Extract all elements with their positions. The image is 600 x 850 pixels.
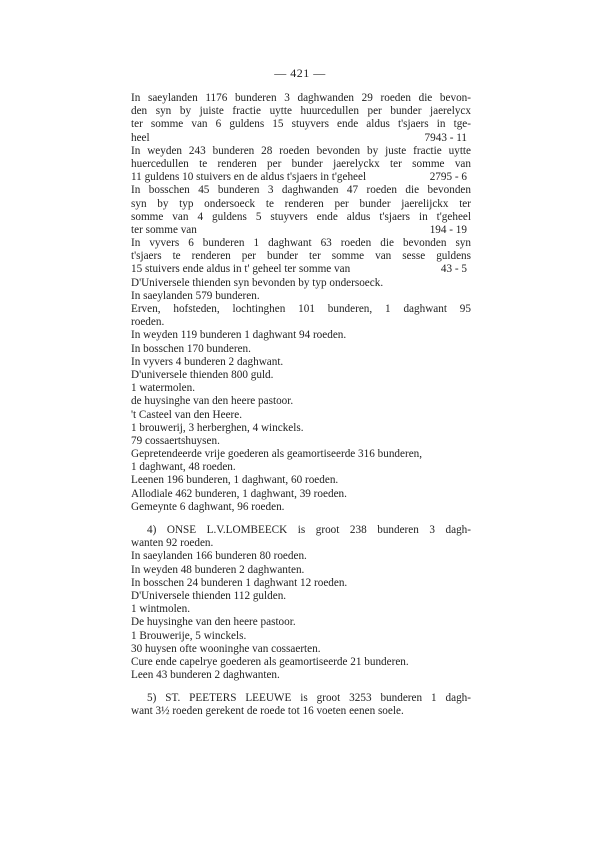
- text-line: t'sjaers te renderen per bunder ter somme van sesse guldens: [131, 250, 471, 263]
- amount-line: [131, 171, 471, 184]
- text-line: 1 wintmolen.: [131, 603, 191, 616]
- text-line: In bosschen 24 bunderen 1 daghwant 12 roeden.: [131, 576, 348, 589]
- text-line: want 3½ roeden gerekent de roede tot 16 voeten eenen soele.: [131, 705, 404, 718]
- text-line: In saeylanden 166 bunderen 80 roeden.: [131, 550, 307, 563]
- text-line: ter somme van 6 guldens 15 stuyvers ende aldus t'sjaers in tge-: [131, 118, 471, 131]
- section-heading-line: 4) ONSE L.V.LOMBEECK is groot 238 bunderen 3 dagh-: [147, 524, 471, 536]
- text-line: Gemeynte 6 daghwant, 96 roeden.: [131, 500, 285, 513]
- amount-value: 7943 - 11: [424, 131, 467, 144]
- text-line: 1 watermolen.: [131, 382, 195, 395]
- text-line: de huysinghe van den heere pastoor.: [131, 395, 294, 408]
- text-line: 79 cossaertshuysen.: [131, 434, 220, 447]
- text-line: In bosschen 170 bunderen.: [131, 342, 251, 355]
- section-heading-line: 5) ST. PEETERS LEEUWE is groot 3253 bunderen 1 dagh-: [147, 692, 471, 705]
- paragraph-gap: [131, 682, 471, 692]
- text-line: Erven, hofsteden, lochtinghen 101 bunderen, 1 daghwant 95: [131, 303, 471, 315]
- text-line: Allodiale 462 bunderen, 1 daghwant, 39 roeden.: [131, 487, 347, 500]
- text-line: In weyden 119 bunderen 1 daghwant 94 roeden.: [131, 329, 347, 342]
- text-line: den syn by juiste fractie uytte huurcedullen per bunder jaerelycx: [131, 105, 471, 118]
- text-line: ter somme van: [131, 223, 197, 236]
- text-line: roeden.: [131, 316, 165, 329]
- text-line: D'universele thienden 800 guld.: [131, 368, 274, 381]
- text-line: 15 stuivers ende aldus in t' geheel ter somme van: [131, 263, 351, 276]
- text-line: In saeylanden 1176 bunderen 3 daghwanden 29 roeden die bevon-: [131, 92, 471, 104]
- text-line: 1 Brouwerije, 5 winckels.: [131, 629, 247, 642]
- text-line: Cure ende capelrye goederen als geamortiseerde 21 bunderen.: [131, 655, 409, 668]
- amount-value: 194 - 19: [429, 223, 467, 236]
- text-line: In bosschen 45 bunderen 3 daghwanden 47 roeden die bevonden: [131, 184, 471, 197]
- amount-line: [131, 132, 471, 145]
- body-text: [131, 92, 471, 719]
- text-line: In saeylanden 579 bunderen.: [131, 289, 260, 302]
- text-line: 't Casteel van den Heere.: [131, 408, 243, 421]
- text-line: Leenen 196 bunderen, 1 daghwant, 60 roeden.: [131, 474, 339, 487]
- amount-line: [131, 263, 471, 276]
- text-line: heel: [131, 131, 150, 144]
- text-line: Leen 43 bunderen 2 daghwanten.: [131, 669, 280, 682]
- text-line: In weyden 243 bunderen 28 roeden bevonden by juste fractie uytte: [131, 144, 471, 157]
- text-line: 11 guldens 10 stuivers en de aldus t'sjaers in t'geheel: [131, 171, 367, 184]
- text-line: Gepretendeerde vrije goederen als geamortiseerde 316 bunderen,: [131, 448, 423, 461]
- text-line: De huysinghe van den heere pastoor.: [131, 616, 296, 629]
- text-line: In vyvers 4 bunderen 2 daghwant.: [131, 355, 284, 368]
- text-line: 1 daghwant, 48 roeden.: [131, 461, 236, 474]
- text-line: huercedullen te renderen per bunder jaerelyckx ter somme van: [131, 157, 471, 170]
- amount-line: [131, 224, 471, 237]
- paragraph-gap: [131, 514, 471, 524]
- text-line: D'Universele thienden syn bevonden by typ ondersoeck.: [131, 276, 384, 289]
- amount-value: 43 - 5: [440, 263, 467, 276]
- text-line: In vyvers 6 bunderen 1 daghwant 63 roeden die bevonden syn: [131, 237, 471, 250]
- text-line: syn by typ ondersoeck te renderen per bunder jaerelijckx ter: [131, 197, 471, 210]
- text-line: 30 huysen ofte wooninghe van cossaerten.: [131, 642, 321, 655]
- text-line: wanten 92 roeden.: [131, 537, 214, 550]
- text-line: somme van 4 guldens 5 stuyvers ende aldus t'sjaers in t'geheel: [131, 210, 471, 223]
- page-number: — 421 —: [274, 66, 326, 80]
- amount-value: 2795 - 6: [429, 171, 467, 184]
- text-line: In weyden 48 bunderen 2 daghwanten.: [131, 563, 305, 576]
- text-line: D'Universele thienden 112 gulden.: [131, 589, 287, 602]
- text-line: 1 brouwerij, 3 herberghen, 4 winckels.: [131, 421, 304, 434]
